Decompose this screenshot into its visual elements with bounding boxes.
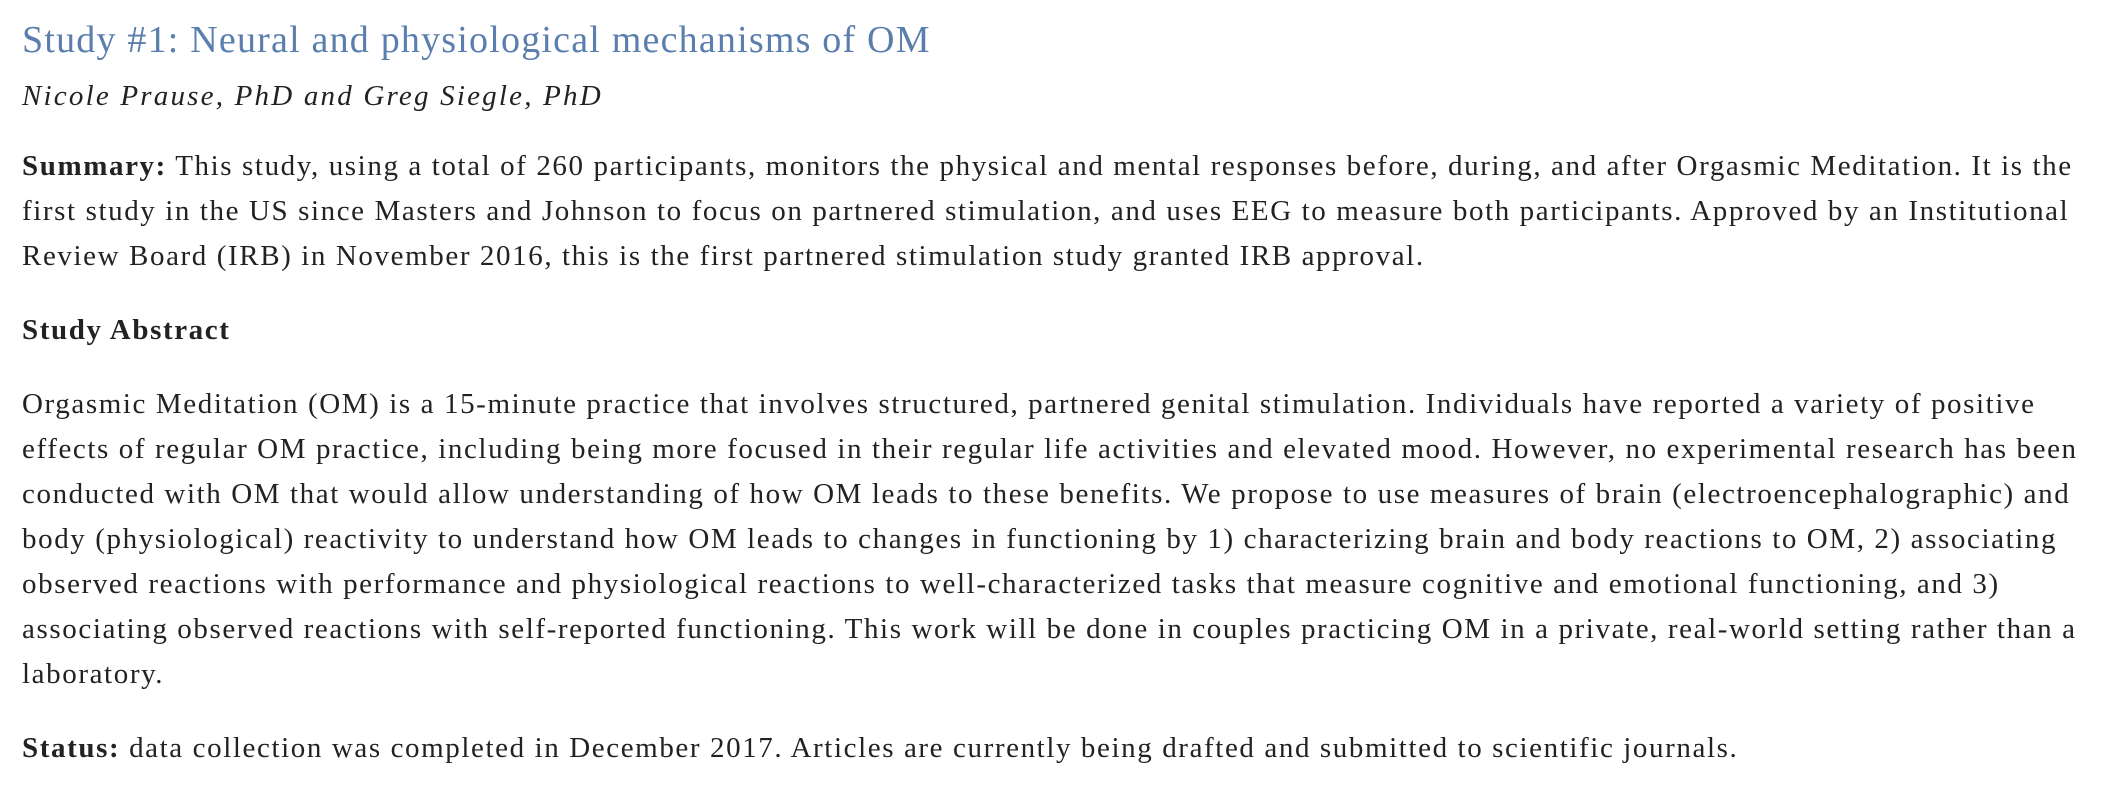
abstract-heading: Study Abstract xyxy=(22,314,231,346)
study-article xyxy=(22,0,2092,771)
summary-paragraph xyxy=(22,144,2092,279)
status-text: data collection was completed in December 2017. Articles are currently being drafted and submitted to scientific journals. xyxy=(129,732,1739,764)
status-label: Status: xyxy=(22,732,121,764)
study-title: Study #1: Neural and physiological mechanisms of OM xyxy=(22,19,931,61)
status-paragraph xyxy=(22,726,2092,771)
abstract-text: Orgasmic Meditation (OM) is a 15-minute practice that involves structured, partnered genital stimulation. Individuals have reported a variety of positive effects of regular OM practice, including being more focused in their regular life activities and elevated mood. However, no experimental research has been conducted with OM that would allow understanding of how OM leads to these benefits. We propose to use measures of brain (electroencephalographic) and body (physiological) reactivity to understand how OM leads to changes in functioning by 1) characterizing brain and body reactions to OM, 2) associating observed reactions with performance and physiological reactions to well-characterized tasks that measure cognitive and emotional functioning, and 3) associating observed reactions with self-reported functioning. This work will be done in couples practicing OM in a private, real-world setting rather than a laboratory. xyxy=(22,388,2078,690)
study-authors: Nicole Prause, PhD and Greg Siegle, PhD xyxy=(22,80,603,112)
summary-label: Summary: xyxy=(22,150,167,182)
summary-text: This study, using a total of 260 participants, monitors the physical and mental responses before, during, and after Orgasmic Meditation. It is the first study in the US since Masters and Johnson to focus on partnered stimulation, and uses EEG to measure both participants. Approved by an Institutional Review Board (IRB) in November 2016, this is the first partnered stimulation study granted IRB approval. xyxy=(22,150,2073,272)
